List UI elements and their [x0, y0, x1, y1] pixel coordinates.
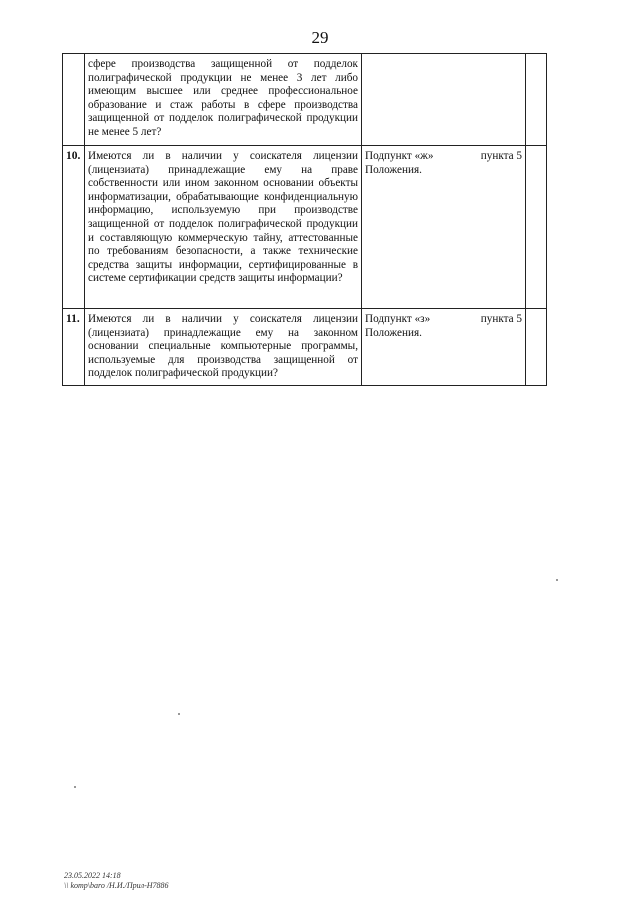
reference-point: пункта 5	[480, 313, 522, 325]
legal-reference	[362, 54, 526, 146]
answer-cell	[526, 146, 547, 309]
reference-document: Положения.	[365, 326, 422, 339]
question-text: сфере производства защищенной от подделок полиграфической продукции не менее 3 лет либо имеющим высшее или среднее профессиональное образование и стаж работы в сфере производства защищенной от подделок полиграфической продукции не менее 5 лет?	[85, 54, 362, 146]
reference-point: пункта 5	[480, 150, 522, 162]
reference-subpoint: Подпункт «з»	[365, 313, 431, 325]
table-row	[63, 146, 547, 309]
answer-cell	[526, 54, 547, 146]
legal-reference	[362, 309, 526, 386]
requirements-table	[62, 53, 547, 386]
reference-subpoint: Подпункт «ж»	[365, 150, 434, 162]
page-number: 29	[311, 28, 329, 47]
row-number: 11.	[63, 309, 85, 386]
answer-cell	[526, 309, 547, 386]
question-text: Имеются ли в наличии у соискателя лицензии (лицензиата) принадлежащие ему на законном основании специальные компьютерные программы, используемые для производства защищенной от подделок полиграфической продукции?	[85, 309, 362, 386]
table-row	[63, 54, 547, 146]
legal-reference	[362, 146, 526, 309]
scan-speck	[556, 579, 558, 581]
document-footer	[64, 871, 169, 891]
scan-speck	[74, 786, 76, 788]
table-row	[63, 309, 547, 386]
row-number	[63, 54, 85, 146]
row-number: 10.	[63, 146, 85, 309]
reference-document: Положения.	[365, 163, 422, 176]
question-text: Имеются ли в наличии у соискателя лицензии (лицензиата) принадлежащие ему на праве собственности или ином законном основании объекты информатизации, обрабатывающие конфиденциальную информацию, используемую при производстве защищенной от подделок полиграфической продукции и составляющую коммерческую тайну, аттестованные по требованиям безопасности, а также технические средства защиты информации, сертифицированные в системе сертификации средств защиты информации?	[85, 146, 362, 309]
scan-speck	[178, 713, 180, 715]
footer-file-reference: \\ komp\baro /Н.И./Прил-Н7886	[64, 881, 169, 890]
footer-timestamp: 23.05.2022 14:18	[64, 871, 121, 880]
